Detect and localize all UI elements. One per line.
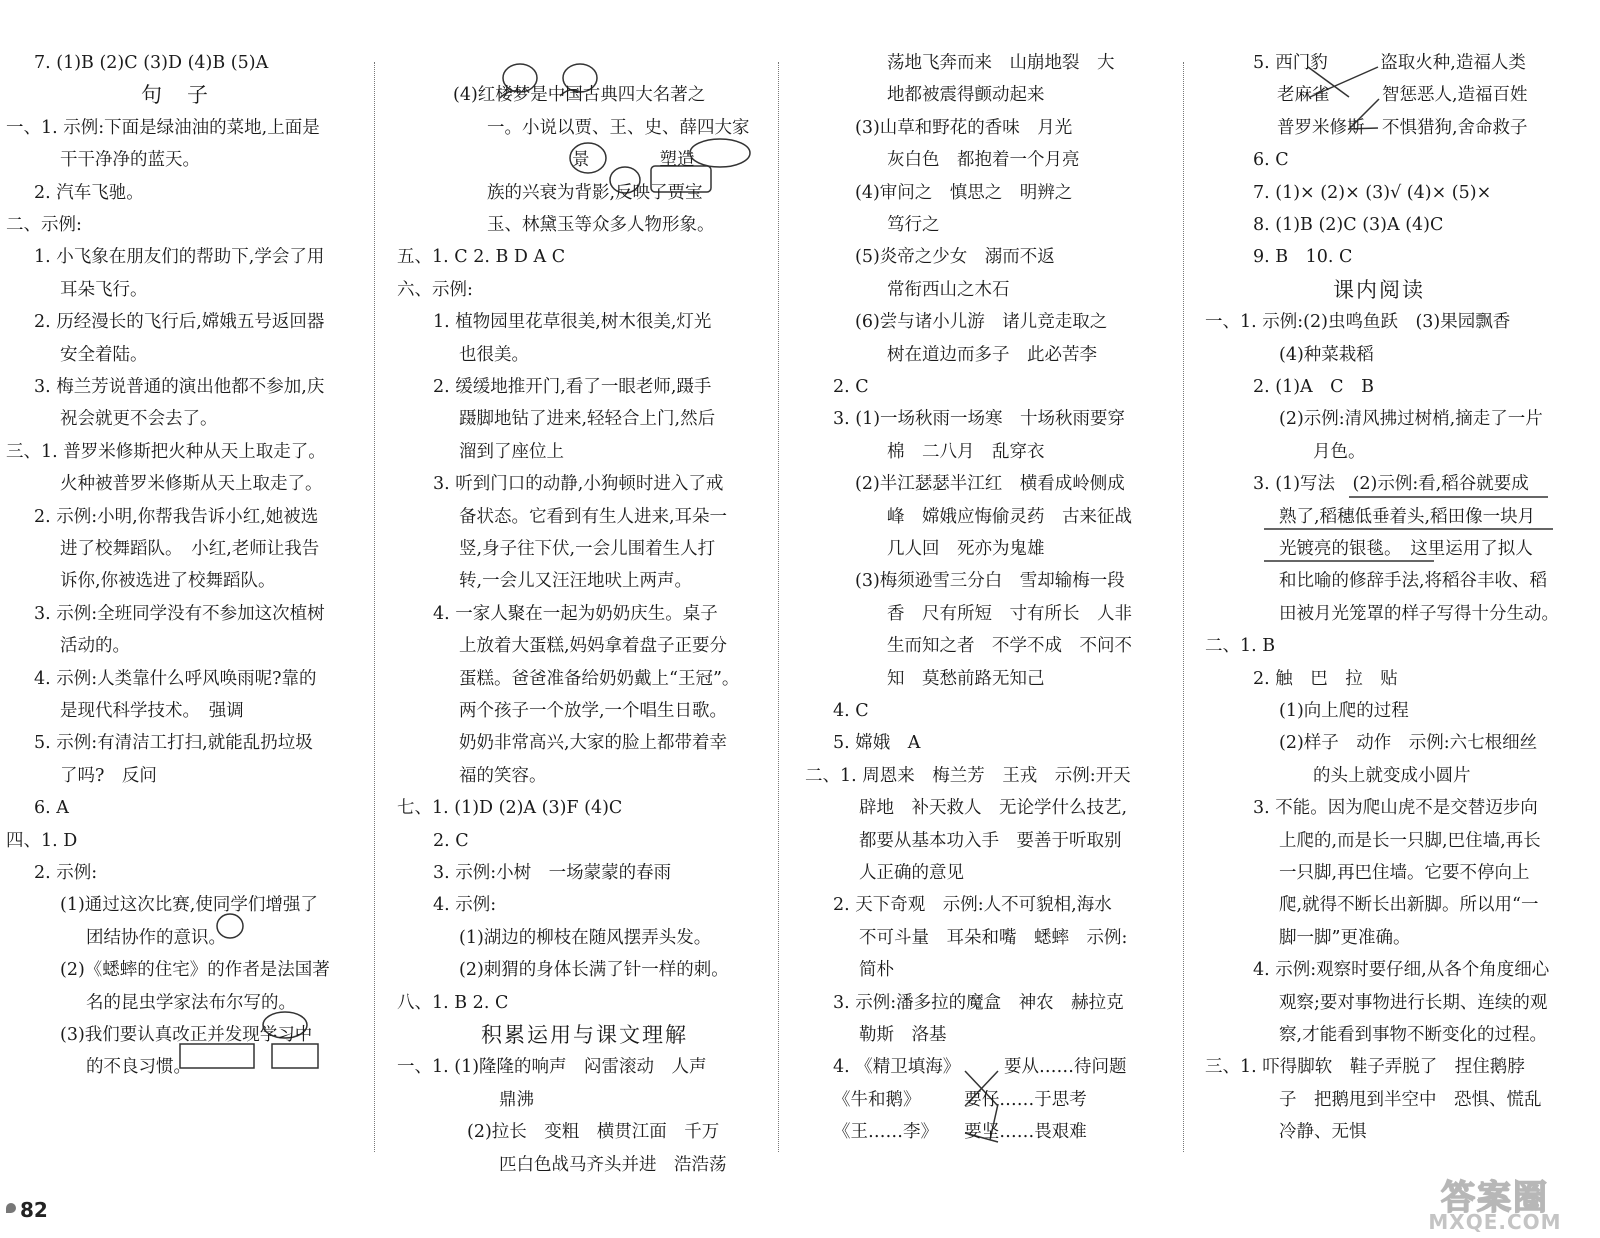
answer-line: 族的兴衰为背影,反映了贾宝 — [487, 182, 703, 203]
answer-line: 3. (1)写法 (2)示例:看,稻谷就要成 — [1253, 474, 1529, 495]
answer-line: 地都被震得颤动起来 — [887, 85, 1045, 106]
answer-line: 七、1. (1)D (2)A (3)F (4)C — [397, 798, 623, 819]
answer-line: 5. 嫦娥 A — [833, 733, 921, 754]
answer-column-3 — [805, 52, 1175, 1152]
answer-line: (2)样子 动作 示例:六七根细丝 — [1279, 733, 1538, 754]
answer-line: (6)尝与诸小儿游 诸儿竞走取之 — [855, 312, 1108, 333]
answer-line: 荡地飞奔而来 山崩地裂 大 — [887, 53, 1115, 73]
answer-line: 2. (1)A C B — [1253, 377, 1374, 397]
answer-line: 五、1. C 2. B D A C — [397, 247, 566, 268]
answer-line: 进了校舞蹈队。 小红,老师让我告 — [60, 539, 320, 559]
answer-column-1 — [6, 52, 366, 1152]
answer-line: 二、示例: — [6, 215, 82, 235]
answer-line: 一。小说以贾、王、史、薛四大家 — [487, 117, 750, 138]
answer-line: 福的笑容。 — [459, 765, 547, 786]
answer-line: 1. 植物园里花草很美,树木很美,灯光 — [433, 312, 712, 333]
answer-line: (4)种菜栽稻 — [1279, 344, 1374, 365]
answer-line: 都要从基本功入手 要善于听取别 — [859, 830, 1122, 851]
answer-line: 溜到了座位上 — [459, 441, 564, 462]
answer-line: 生而知之者 不学不成 不问不 — [887, 636, 1132, 657]
answer-line: 上爬的,而是长一只脚,巴住墙,再长 — [1279, 830, 1541, 851]
page-number: 82 — [20, 1198, 48, 1222]
answer-line: 匹白色战马齐头并进 浩浩荡 — [499, 1154, 727, 1175]
answer-line: (2)示例:清风拂过树梢,摘走了一片 — [1279, 409, 1543, 430]
answer-line: 《牛和鹅》 要仔……于思考 — [833, 1089, 1087, 1110]
answer-line: 老麻雀 智惩恶人,造福百姓 — [1277, 85, 1528, 106]
answer-line: 4. 示例:观察时要仔细,从各个角度细心 — [1253, 960, 1550, 981]
answer-line: 香 尺有所短 寸有所长 人非 — [887, 603, 1132, 624]
answer-line: 三、1. 吓得脚软 鞋子弄脱了 捏住鹅脖 — [1205, 1057, 1525, 1078]
answer-line: (1)湖边的柳枝在随风摆弄头发。 — [459, 927, 712, 948]
answer-line: 不可斗量 耳朵和嘴 蟋蟀 示例: — [859, 927, 1128, 948]
answer-line: (1)向上爬的过程 — [1279, 701, 1409, 721]
watermark-url: MXQE.COM — [1428, 1210, 1562, 1234]
answer-line: 灰白色 都抱着一个月亮 — [887, 150, 1080, 171]
answer-line: 2. 示例:小明,你帮我告诉小红,她被选 — [34, 506, 319, 527]
answer-line: 的头上就变成小圆片 — [1313, 765, 1471, 786]
section-heading: 课内阅读 — [1333, 277, 1425, 302]
answer-line: 3. 不能。因为爬山虎不是交替迈步向 — [1253, 798, 1538, 819]
answer-line: 简朴 — [859, 960, 894, 981]
answer-line: 了吗? 反问 — [60, 765, 157, 786]
answer-line: (5)炎帝之少女 溺而不返 — [855, 247, 1055, 268]
answer-line: (4)审问之 慎思之 明辨之 — [855, 182, 1073, 203]
answer-line: (3)山草和野花的香味 月光 — [855, 117, 1073, 138]
answer-line: 爬,就得不断长出新脚。所以用“一 — [1279, 895, 1539, 916]
answer-line: 辟地 补天救人 无论学什么技艺, — [859, 798, 1128, 819]
answer-line: 2. C — [833, 377, 869, 397]
answer-line: 几人回 死亦为鬼雄 — [887, 539, 1045, 559]
answer-line: 玉、林黛玉等众多人物形象。 — [487, 215, 715, 235]
answer-line: 3. (1)一场秋雨一场寒 十场秋雨要穿 — [833, 409, 1126, 430]
answer-line: 诉你,你被选进了校舞蹈队。 — [60, 571, 276, 592]
answer-line: 察,才能看到事物不断变化的过程。 — [1279, 1025, 1548, 1045]
answer-line: 耳朵飞行。 — [60, 279, 148, 300]
answer-line: (3)我们要认真改正并发现学习中 — [60, 1025, 313, 1045]
column-divider-2 — [778, 62, 779, 1152]
answer-line: 8. (1)B (2)C (3)A (4)C — [1253, 215, 1444, 235]
answer-line: 1. 小飞象在朋友们的帮助下,学会了用 — [34, 247, 325, 268]
column-divider-1 — [374, 62, 375, 1152]
answer-line: 火种被普罗米修斯从天上取走了。 — [60, 474, 323, 495]
answer-line: 熟了,稻穗低垂着头,稻田像一块月 — [1279, 506, 1536, 527]
answer-line: 备状态。它看到有生人进来,耳朵一 — [459, 506, 728, 527]
answer-column-4 — [1205, 52, 1590, 1152]
answer-line: 2. C — [433, 830, 469, 851]
answer-line: 勒斯 洛基 — [859, 1025, 947, 1045]
answer-line: 冷静、无惧 — [1279, 1122, 1367, 1143]
answer-line: 干干净净的蓝天。 — [60, 150, 200, 171]
answer-line: 祝会就更不会去了。 — [60, 409, 218, 430]
answer-line: (2)《蟋蟀的住宅》的作者是法国著 — [60, 960, 330, 981]
answer-line: 树在道边而多子 此必苦李 — [887, 344, 1097, 365]
answer-line: 4. 示例: — [433, 895, 497, 916]
answer-line: 3. 示例:全班同学没有不参加这次植树 — [34, 603, 325, 624]
answer-line: (2)半江瑟瑟半江红 横看成岭侧成 — [855, 474, 1125, 495]
answer-line: 6. A — [34, 798, 69, 819]
answer-line: 普罗米修斯 不惧猎狗,舍命救子 — [1277, 117, 1528, 138]
column-divider-3 — [1183, 62, 1184, 1152]
answer-line: (4)红楼梦是中国古典四大名著之 — [453, 85, 706, 106]
section-heading: 积累运用与课文理解 — [481, 1023, 688, 1047]
answer-line: 棉 二八月 乱穿衣 — [887, 441, 1045, 462]
answer-line: 二、1. 周恩来 梅兰芳 王戎 示例:开天 — [805, 765, 1131, 786]
answer-line: 三、1. 普罗米修斯把火种从天上取走了。 — [6, 441, 326, 462]
answer-line: 六、示例: — [397, 279, 473, 300]
answer-line: 峰 嫦娥应悔偷灵药 古来征战 — [887, 506, 1132, 527]
answer-line: 也很美。 — [459, 344, 529, 365]
answer-line: 和比喻的修辞手法,将稻谷丰收、稻 — [1279, 571, 1548, 592]
answer-line: 二、1. B — [1205, 636, 1276, 657]
answer-line: 4. 示例:人类靠什么呼风唤雨呢?靠的 — [34, 668, 317, 689]
answer-line: 观察;要对事物进行长期、连续的观 — [1279, 992, 1548, 1013]
answer-line: 2. 天下奇观 示例:人不可貌相,海水 — [833, 895, 1112, 916]
section-heading: 句 子 — [141, 83, 210, 108]
answer-line: 2. 示例: — [34, 863, 98, 883]
answer-line: 子 把鹅甩到半空中 恐惧、慌乱 — [1279, 1089, 1542, 1110]
answer-line: 2. 缓缓地推开门,看了一眼老师,蹑手 — [433, 377, 712, 397]
answer-line: 5. 示例:有清洁工打扫,就能乱扔垃圾 — [34, 733, 313, 754]
answer-line: 《王……李》 要坚……畏艰难 — [833, 1122, 1087, 1143]
answer-line: 奶奶非常高兴,大家的脸上都带着幸 — [459, 733, 728, 754]
answer-line: 知 莫愁前路无知己 — [887, 668, 1045, 689]
answer-line: 鼎沸 — [499, 1089, 534, 1110]
answer-line: 笃行之 — [887, 215, 940, 235]
answer-line: 6. C — [1253, 150, 1289, 171]
answer-line: 7. (1)B (2)C (3)D (4)B (5)A — [34, 53, 269, 73]
answer-line: 安全着陆。 — [60, 344, 148, 365]
answer-line: 脚一脚”更准确。 — [1279, 927, 1411, 948]
answer-line: 的不良习惯。 — [86, 1057, 191, 1078]
answer-line: 2. 触 巴 拉 贴 — [1253, 668, 1398, 689]
answer-line: (1)通过这次比赛,使同学们增强了 — [60, 895, 318, 916]
answer-line: 田被月光笼罩的样子写得十分生动。 — [1279, 603, 1559, 624]
answer-line: 2. 汽车飞驰。 — [34, 182, 144, 203]
answer-line: 7. (1)× (2)× (3)√ (4)× (5)× — [1253, 182, 1492, 203]
answer-column-2 — [397, 52, 767, 1175]
answer-line: 9. B 10. C — [1253, 247, 1353, 268]
watermark-logo: 答案圈 — [1441, 1178, 1549, 1218]
answer-line: 蛋糕。爸爸准备给奶奶戴上“王冠”。 — [459, 668, 740, 689]
answer-line: 一、1. 示例:(2)虫鸣鱼跃 (3)果园飘香 — [1205, 312, 1511, 333]
answer-line: 4. C — [833, 701, 869, 721]
answer-line: 上放着大蛋糕,妈妈拿着盘子正要分 — [459, 636, 728, 657]
answer-line: (2)拉长 变粗 横贯江面 千万 — [467, 1122, 720, 1143]
answer-line: 一、1. (1)隆隆的响声 闷雷滚动 人声 — [397, 1057, 707, 1078]
answer-line: 竖,身子往下伏,一会儿围着生人打 — [459, 539, 716, 559]
answer-line: 2. 历经漫长的飞行后,嫦娥五号返回器 — [34, 312, 325, 333]
answer-line: (3)梅须逊雪三分白 雪却输梅一段 — [855, 571, 1125, 592]
answer-line: (2)刺猬的身体长满了针一样的刺。 — [459, 960, 729, 981]
answer-line: 活动的。 — [60, 636, 130, 657]
answer-line: 两个孩子一个放学,一个唱生日歌。 — [459, 701, 728, 721]
answer-line: 人正确的意见 — [859, 863, 964, 883]
answer-line: 团结协作的意识。 — [86, 927, 226, 948]
answer-line: 常衔西山之木石 — [887, 279, 1010, 300]
answer-line: 八、1. B 2. C — [397, 992, 509, 1013]
answer-line: 名的昆虫学家法布尔写的。 — [86, 992, 296, 1013]
answer-line: 3. 听到门口的动静,小狗顿时进入了戒 — [433, 474, 724, 495]
answer-line: 是现代科学技术。 强调 — [60, 701, 244, 721]
answer-line: 3. 示例:小树 一场蒙蒙的春雨 — [433, 863, 672, 883]
answer-line: 3. 梅兰芳说普通的演出他都不参加,庆 — [34, 377, 325, 397]
page-number-icon — [6, 1203, 16, 1213]
answer-line: 光镀亮的银毯。 这里运用了拟人 — [1279, 539, 1533, 559]
answer-line: 四、1. D — [6, 830, 78, 851]
answer-line: 一、1. 示例:下面是绿油油的菜地,上面是 — [6, 117, 320, 138]
answer-line: 转,一会儿又汪汪地吠上两声。 — [459, 571, 693, 592]
answer-line: 3. 示例:潘多拉的魔盒 神农 赫拉克 — [833, 992, 1124, 1013]
answer-line: 4. 《精卫填海》 要从……待问题 — [833, 1057, 1127, 1078]
answer-line: 4. 一家人聚在一起为奶奶庆生。桌子 — [433, 603, 718, 624]
answer-line: 景 塑造 — [572, 150, 695, 171]
answer-line: 月色。 — [1313, 441, 1366, 462]
answer-line: 一只脚,再巴住墙。它要不停向上 — [1279, 863, 1530, 883]
answer-line: 蹑脚地钻了进来,轻轻合上门,然后 — [459, 409, 716, 430]
watermark — [1410, 1170, 1580, 1234]
answer-line: 5. 西门豹 盗取火种,造福人类 — [1253, 53, 1526, 73]
